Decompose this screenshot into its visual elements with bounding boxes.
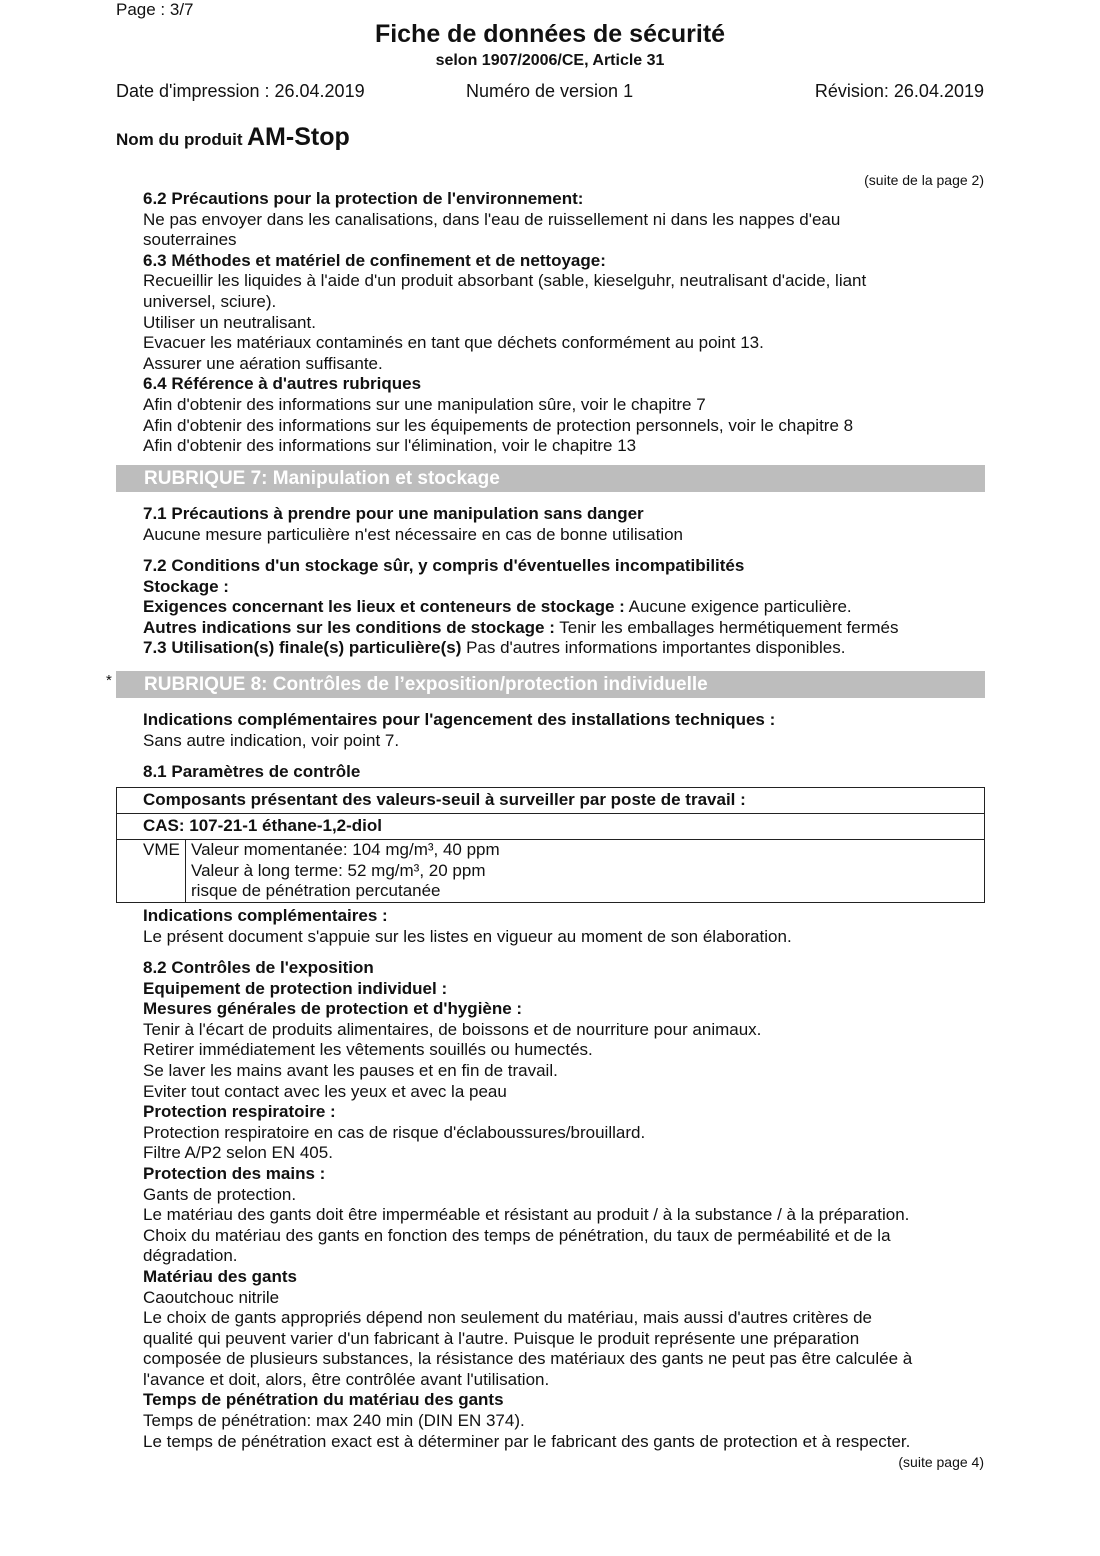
text-line: qualité qui peuvent varier d'un fabricant à l'autre. Puisque le produit représente une préparation [143, 1328, 860, 1348]
limit-type-cell: VME [117, 840, 186, 902]
rubrique-8-banner: RUBRIQUE 8: Contrôles de l’exposition/protection individuelle [116, 671, 985, 698]
text-line: l'avance et doit, alors, être contrôlée avant l'utilisation. [143, 1369, 550, 1389]
storage-requirements [143, 597, 899, 618]
limit-value: risque de pénétration percutanée [191, 881, 441, 901]
version-number: Numéro de version 1 [466, 81, 634, 101]
table-header: Composants présentant des valeurs-seuil à surveiller par poste de travail : [117, 788, 984, 814]
revision-date: Révision: 26.04.2019 [814, 81, 984, 101]
section-heading: Equipement de protection individuel : [143, 978, 448, 998]
table-row [117, 840, 984, 902]
section-heading: 8.1 Paramètres de contrôle [143, 762, 361, 781]
text-line: Filtre A/P2 selon EN 405. [143, 1143, 333, 1163]
text-line: Utiliser un neutralisant. [143, 312, 316, 332]
text-line: Choix du matériau des gants en fonction des temps de pénétration, du taux de perméabilité et de la [143, 1225, 891, 1245]
print-date: Date d'impression : 26.04.2019 [116, 81, 365, 101]
value: Aucune exigence particulière. [624, 597, 852, 617]
limit-value: Valeur momentanée: 104 mg/m³, 40 ppm [191, 840, 500, 859]
text-line: Ne pas envoyer dans les canalisations, dans l'eau de ruissellement ni dans les nappes d'eau [143, 209, 841, 229]
text-line: Caoutchouc nitrile [143, 1287, 280, 1307]
text-line: Tenir à l'écart de produits alimentaires, de boissons et de nourriture pour animaux. [143, 1019, 762, 1039]
specific-end-use [143, 638, 899, 659]
revision-marker: * [106, 672, 112, 689]
section-heading: 8.2 Contrôles de l'exposition [143, 958, 374, 977]
text-line: Aucune mesure particulière n'est nécessaire en cas de bonne utilisation [143, 524, 684, 544]
text-line: Assurer une aération suffisante. [143, 353, 383, 373]
stockage-label: Stockage : [143, 576, 229, 596]
text-line: Afin d'obtenir des informations sur une manipulation sûre, voir le chapitre 7 [143, 394, 706, 414]
section-heading: Mesures générales de protection et d'hygiène : [143, 999, 523, 1019]
section-8-intro [143, 710, 775, 751]
continued-from-note: (suite de la page 2) [864, 172, 984, 188]
value: Pas d'autres informations importantes disponibles. [461, 638, 846, 658]
text-line: Eviter tout contact avec les yeux et avec la peau [143, 1081, 507, 1101]
exposure-limits-table [116, 787, 985, 903]
section-heading: Temps de pénétration du matériau des gants [143, 1390, 504, 1410]
section-heading: 6.2 Précautions pour la protection de l'environnement: [143, 189, 584, 208]
section-heading: Matériau des gants [143, 1266, 297, 1286]
label: Autres indications sur les conditions de stockage : [143, 617, 555, 637]
limit-values-cell [186, 840, 500, 902]
text-line: souterraines [143, 230, 237, 250]
text-line: Sans autre indication, voir point 7. [143, 730, 400, 750]
section-heading: 7.2 Conditions d'un stockage sûr, y compris d'éventuelles incompatibilités [143, 556, 745, 575]
text-line: universel, sciure). [143, 291, 277, 311]
product-label: Nom du produit [116, 130, 243, 149]
section-heading: 7.1 Précautions à prendre pour une manipulation sans danger [143, 504, 644, 523]
limit-value: Valeur à long terme: 52 mg/m³, 20 ppm [191, 860, 486, 880]
section-8-1-heading [143, 762, 360, 783]
section-heading: Protection des mains : [143, 1163, 326, 1183]
label: Exigences concernant les lieux et conteneurs de stockage : [143, 597, 625, 617]
text-line: Evacuer les matériaux contaminés en tant que déchets conformément au point 13. [143, 333, 764, 353]
rubrique-7-banner: RUBRIQUE 7: Manipulation et stockage [116, 465, 985, 492]
text-line: Le temps de pénétration exact est à déterminer par le fabricant des gants de protection et à respecter. [143, 1431, 911, 1451]
text-line: composée de plusieurs substances, la résistance des matériaux des gants ne peut pas être calculée à [143, 1349, 913, 1369]
label: 7.3 Utilisation(s) finale(s) particulière(s) [143, 638, 462, 658]
section-7-2 [143, 556, 899, 659]
product-name: AM-Stop [246, 123, 350, 151]
text-line: Retirer immédiatement les vêtements souillés ou humectés. [143, 1040, 593, 1060]
section-heading: 6.4 Référence à d'autres rubriques [143, 374, 422, 394]
page-number: Page : 3/7 [116, 0, 194, 19]
text-line: Temps de pénétration: max 240 min (DIN EN 374). [143, 1411, 525, 1431]
continued-to-note: (suite page 4) [898, 1454, 984, 1470]
product-name-line [116, 123, 350, 152]
section-8-2 [143, 958, 912, 1452]
text-line: Se laver les mains avant les pauses et en fin de travail. [143, 1060, 558, 1080]
value: Tenir les emballages hermétiquement fermés [554, 617, 899, 637]
text-line: Gants de protection. [143, 1184, 297, 1204]
text-line: Recueillir les liquides à l'aide d'un produit absorbant (sable, kieselguhr, neutralisant d'acide, liant [143, 271, 867, 291]
section-heading: Indications complémentaires : [143, 906, 388, 925]
text-line: Afin d'obtenir des informations sur les équipements de protection personnels, voir le chapitre 8 [143, 415, 854, 435]
section-6-text [143, 189, 866, 457]
section-heading: Indications complémentaires pour l'agencement des installations techniques : [143, 710, 776, 729]
section-heading: 6.3 Méthodes et matériel de confinement et de nettoyage: [143, 250, 606, 270]
section-8-1-extra [143, 906, 792, 947]
section-7-1 [143, 504, 683, 545]
text-line: dégradation. [143, 1246, 238, 1266]
document-title: Fiche de données de sécurité [374, 20, 726, 48]
text-line: Afin d'obtenir des informations sur l'élimination, voir le chapitre 13 [143, 436, 637, 456]
text-line: Le choix de gants appropriés dépend non seulement du matériau, mais aussi d'autres critères de [143, 1308, 873, 1328]
section-heading: Protection respiratoire : [143, 1102, 336, 1122]
storage-other [143, 618, 899, 639]
document-subtitle: selon 1907/2006/CE, Article 31 [435, 52, 665, 69]
text-line: Protection respiratoire en cas de risque d'éclaboussures/brouillard. [143, 1122, 646, 1142]
table-substance-row: CAS: 107-21-1 éthane-1,2-diol [117, 814, 984, 840]
text-line: Le présent document s'appuie sur les listes en vigueur au moment de son élaboration. [143, 926, 792, 946]
text-line: Le matériau des gants doit être imperméable et résistant au produit / à la substance / à la préparation. [143, 1205, 910, 1225]
